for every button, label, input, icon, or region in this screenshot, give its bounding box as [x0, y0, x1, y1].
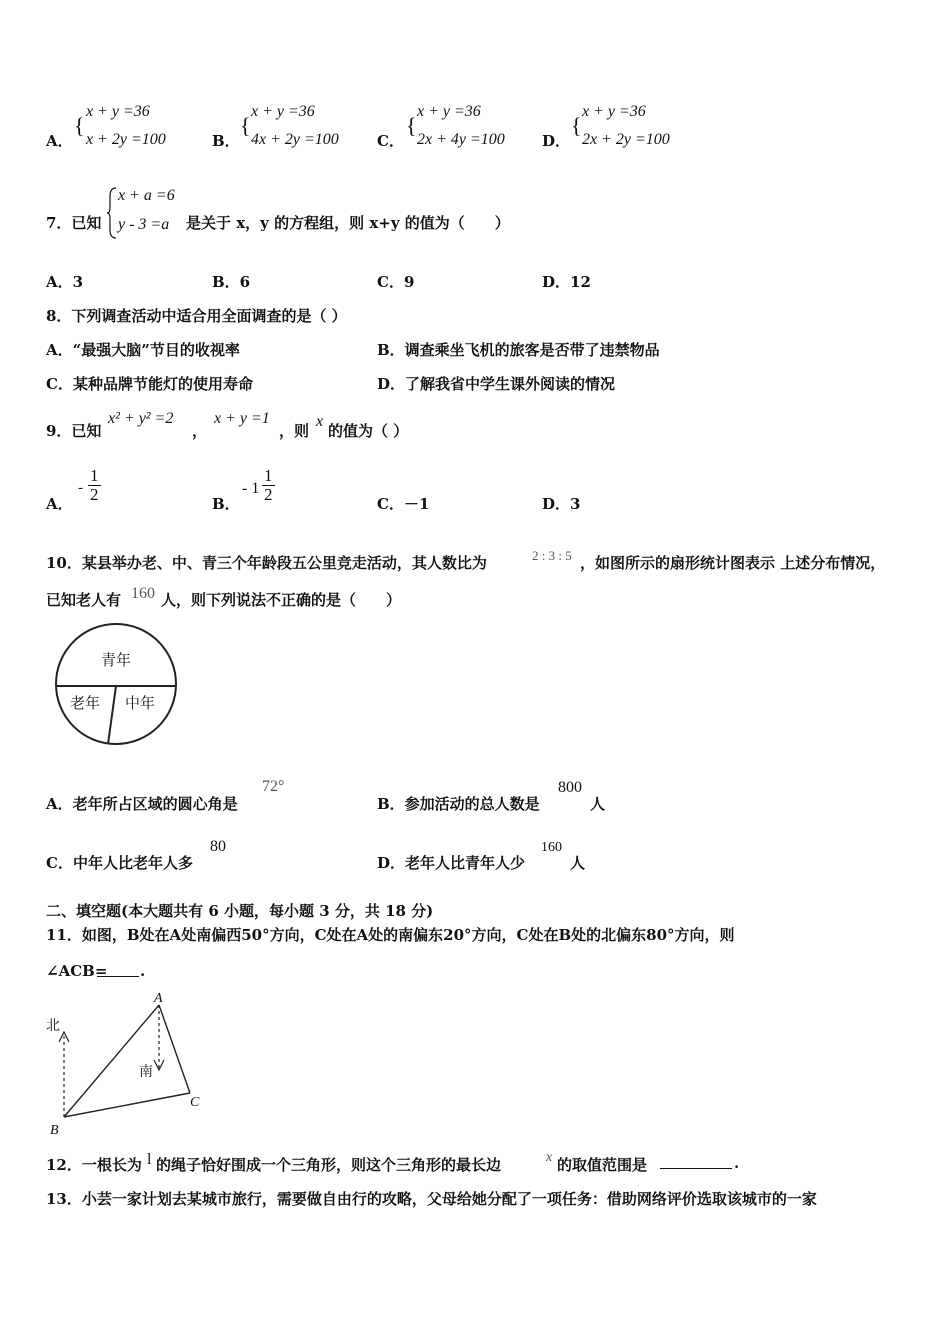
q10-line1b: ，如图所示的扇形统计图表示 上述分布情况， — [580, 554, 886, 572]
numerator: 1 — [90, 466, 99, 485]
equation: x + 2y =100 — [86, 131, 166, 148]
numerator: 1 — [264, 466, 273, 485]
minus-sign: - — [78, 480, 83, 496]
equation: x² + y² =2 — [108, 410, 174, 427]
q10-option-a-value: 72° — [262, 778, 285, 795]
pie-chart — [52, 620, 184, 752]
q10-option-c-value: 80 — [210, 838, 226, 855]
pie-label-old: 老年 — [69, 694, 101, 712]
old-count: 160 — [131, 585, 155, 602]
equation: y - 3 =a — [118, 216, 170, 233]
q6-option-c-label: C． — [377, 132, 404, 150]
segment-bc — [64, 1093, 190, 1117]
brace: { — [74, 113, 85, 138]
pie-label-youth: 青年 — [100, 651, 132, 669]
q7-suffix: 是关于 x，y 的方程组，则 x+y 的值为（ ） — [186, 214, 510, 232]
brace: { — [571, 113, 582, 138]
q7-option-d: D．12 — [542, 273, 591, 291]
equation: x + y =36 — [86, 103, 150, 120]
segment-ac — [159, 1005, 190, 1093]
q6-option-d-label: D． — [542, 132, 571, 150]
point-b-label: B — [50, 1123, 59, 1138]
north-label: 北 — [46, 1018, 60, 1034]
q11-line1: 11．如图，B处在A处南偏西50°方向，C处在A处的南偏东20°方向，C处在B处的北偏东80°方向，则 — [46, 926, 735, 944]
ratio: 2 : 3 : 5 — [532, 548, 572, 563]
q9-option-c: C．－1 — [377, 495, 430, 513]
q10-option-d-unit: 人 — [570, 854, 586, 872]
equation: x + y =36 — [251, 103, 315, 120]
q9-option-d: D．3 — [542, 495, 581, 513]
q9-suffix: 的值为（ ） — [328, 422, 409, 440]
variable: x — [546, 1150, 553, 1165]
south-label: 南 — [139, 1064, 153, 1080]
q10-line2a: 已知老人有 — [46, 591, 122, 609]
q7-option-a: A．3 — [46, 273, 84, 291]
pie-label-middle: 中年 — [124, 694, 156, 712]
q9-prefix: 9．已知 — [46, 422, 102, 440]
equation: x + a =6 — [118, 187, 175, 204]
q12-part-c: 的取值范围是 — [557, 1156, 648, 1174]
fraction — [262, 467, 275, 504]
equation: 4x + 2y =100 — [251, 131, 339, 148]
q12-part-a: 12．一根长为 — [46, 1156, 142, 1174]
separator: ， — [192, 422, 208, 440]
q10-option-a: A．老年所占区域的圆心角是 — [46, 795, 238, 813]
q10-option-b-value: 800 — [558, 779, 582, 796]
denominator: 2 — [90, 485, 99, 504]
q7-option-b: B．6 — [212, 273, 251, 291]
period: . — [140, 962, 146, 980]
q8-option-a: A．“最强大脑”节目的收视率 — [46, 341, 240, 359]
q8-option-b: B．调查乘坐飞机的旅客是否带了违禁物品 — [377, 341, 660, 359]
q10-option-b-unit: 人 — [590, 795, 606, 813]
q9-option-b-label: B． — [212, 495, 240, 513]
q6-option-a-label: A． — [46, 132, 73, 150]
q8-option-d: D．了解我省中学生课外阅读的情况 — [377, 375, 616, 393]
equation: x + y =1 — [214, 410, 270, 427]
q10-option-d: D．老年人比青年人少 — [377, 854, 526, 872]
q12-part-b: 的绳子恰好围成一个三角形，则这个三角形的最长边 — [156, 1156, 502, 1174]
q10-line2b: 人，则下列说法不正确的是（ ） — [161, 591, 402, 609]
brace: { — [240, 113, 251, 138]
system-brace — [106, 186, 118, 240]
pie-outline — [56, 624, 176, 744]
period: . — [734, 1154, 740, 1172]
rope-length: l — [147, 1151, 152, 1168]
equation: 2x + 2y =100 — [582, 131, 670, 148]
q13-text: 13．小芸一家计划去某城市旅行，需要做自由行的攻略，父母给她分配了一项任务：借助网络评价选取该城市的一家 — [46, 1190, 817, 1208]
q10-option-d-value: 160 — [541, 840, 562, 855]
equation: x + y =36 — [582, 103, 646, 120]
variable: x — [316, 413, 324, 430]
equation: 2x + 4y =100 — [417, 131, 505, 148]
point-a-label: A — [154, 991, 163, 1006]
section-heading: 二、填空题(本大题共有 6 小题，每小题 3 分，共 18 分) — [46, 902, 434, 920]
segment-ba — [64, 1005, 159, 1117]
direction-figure — [40, 990, 210, 1140]
q10-option-c: C．中年人比老年人多 — [46, 854, 193, 872]
q9-option-a-label: A． — [46, 495, 73, 513]
q10-line1a: 10．某县举办老、中、青三个年龄段五公里竞走活动，其人数比为 — [46, 554, 487, 572]
pie-divider-vertical — [108, 686, 116, 744]
q9-mid: ，则 — [279, 422, 310, 440]
q7-prefix: 7．已知 — [46, 214, 102, 232]
q8-stem: 8．下列调查活动中适合用全面调查的是（ ） — [46, 307, 347, 325]
q10-option-b: B．参加活动的总人数是 — [377, 795, 540, 813]
answer-blank — [97, 962, 139, 977]
point-c-label: C — [190, 1095, 200, 1110]
whole-part: - 1 — [242, 480, 260, 497]
q8-option-c: C．某种品牌节能灯的使用寿命 — [46, 375, 253, 393]
q6-option-b-label: B． — [212, 132, 240, 150]
q7-option-c: C．9 — [377, 273, 415, 291]
fraction — [88, 467, 101, 504]
denominator: 2 — [264, 485, 273, 504]
equation: x + y =36 — [417, 103, 481, 120]
brace: { — [406, 113, 417, 138]
q11-line2: ∠ACB= — [46, 962, 108, 980]
answer-blank — [660, 1154, 732, 1169]
